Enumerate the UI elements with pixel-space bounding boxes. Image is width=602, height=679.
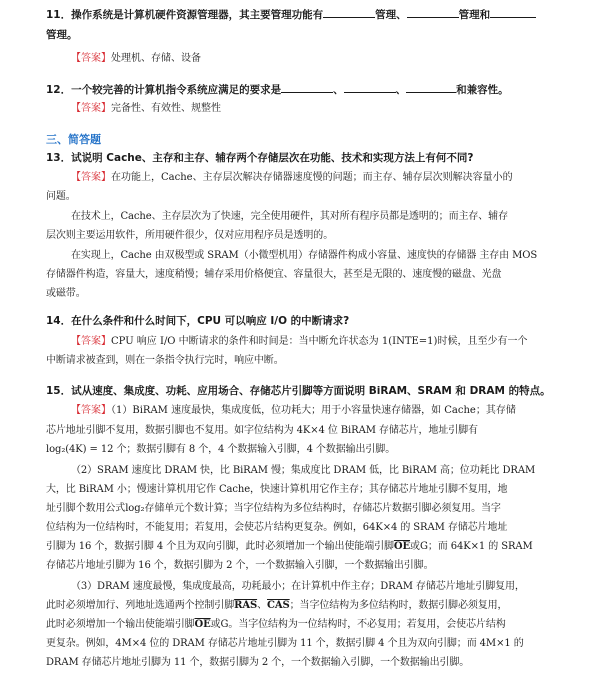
q15-p2-line-5	[46, 537, 533, 556]
question-11	[46, 5, 536, 25]
q15-p3-line-1: （3）DRAM 速度最慢，集成度最高，功耗最小；在计算机中作主存；DRAM 存储芯片地址引脚复用，	[71, 581, 525, 592]
q14-answer-line-2: 中断请求被查到，则在一条指令执行完时，响应中断。	[46, 355, 284, 366]
q15-p2-line-2: 大，比 BiRAM 小；慢速计算机用它作 Cache，快速计算机用它作主存；其存储芯片地址引脚不复用，地	[46, 484, 508, 495]
q15-p3-line-4: 更复杂。例如，4M×4 位的 DRAM 存储芯片地址引脚为 11 个，数据引脚 4 个且为双向引脚；而 4M×1 的	[46, 638, 524, 649]
q12-number: 12．	[46, 84, 72, 96]
q14-text: 在什么条件和什么时间下，CPU 可以响应 I/O 的中断请求?	[71, 315, 350, 327]
question-15	[46, 381, 551, 401]
q15-number: 15．	[46, 385, 72, 397]
question-12	[46, 80, 509, 100]
q15-p2-line-3: 址引脚个数用公式log₂存储单元个数计算；当字位结构为多位结构时，存储芯片数据引脚必须复用。当字	[46, 503, 501, 514]
q15-p2-line-1: （2）SRAM 速度比 DRAM 快，比 BiRAM 慢；集成度比 DRAM 低，比 BiRAM 高；位功耗比 DRAM	[71, 465, 536, 476]
q12-blank-3	[406, 80, 456, 93]
q12-blank-2	[344, 80, 396, 93]
q15-p1-line-2: 芯片地址引脚不复用，数据引脚也不复用。如字位结构为 4K×4 位 BiRAM 存储芯片，地址引脚有	[46, 425, 478, 436]
q15-p1-l1: （1）BiRAM 速度最快，集成度低，位功耗大；用于小容量快速存储器，如 Cache；其存储	[111, 405, 516, 416]
q15-p3-line-5: DRAM 存储芯片地址引脚为 11 个，数据引脚为 2 个，一个数据输入引脚，一个数据输出引脚。	[46, 657, 470, 668]
q15-p3-line-3	[46, 615, 506, 634]
q15-p3-l2sep: 、	[257, 600, 268, 611]
oe-signal: $\overline{OE}$	[393, 541, 411, 552]
q13-answer-line-4: 层次则主要运用软件，所用硬件很少，仅对应用程序员是透明的。	[46, 230, 334, 241]
q13-answer-line-5: 在实现上，Cache 由双极型或 SRAM（小微型机用）存储器件构成小容量、速度快的存储器 主存由 MOS	[71, 250, 538, 261]
q15-text: 试从速度、集成度、功耗、应用场合、存储芯片引脚等方面说明 BiRAM、SRAM 和 DRAM 的特点。	[71, 385, 551, 397]
q11-text-b: 管理、	[375, 9, 407, 21]
q11-blank-1	[323, 5, 375, 18]
q15-p3-l2b: ；当字位结构为多位结构时，数据引脚必须复用，	[289, 600, 508, 611]
answer-tag: 【答案】	[71, 336, 111, 347]
cas-signal: $\overline{CAS}$	[267, 600, 290, 611]
q12-sep-2: 、	[395, 84, 407, 96]
q13-answer-line-7: 或磁带。	[46, 288, 86, 299]
q12-sep-1: 、	[333, 84, 344, 96]
q12-blank-1	[281, 80, 333, 93]
q14-answer-l1: CPU 响应 I/O 中断请求的条件和时间是：当中断允许状态为 1(INTE=1)时候，且至少有一个	[111, 336, 528, 347]
q15-p2-l5b: 或G；而 64K×1 的 SRAM	[410, 541, 533, 552]
q15-p3-l3a: 此时必须增加一个输出使能端引脚	[46, 619, 195, 630]
q14-answer-line-1	[71, 332, 527, 351]
q13-answer-line-2: 问题。	[46, 191, 76, 202]
q15-p2-l5a: 引脚为 16 个，数据引脚 4 个且为双向引脚，此时必须增加一个输出使能端引脚	[46, 541, 394, 552]
q11-answer	[71, 49, 201, 68]
q11-text-c: 管理和	[458, 9, 491, 21]
q15-p2-line-4: 位结构为一位结构时，不能复用；若复用，会使芯片结构更复杂。例如，64K×4 的 SRAM 存储芯片地址	[46, 522, 508, 533]
question-14	[46, 311, 349, 331]
ras-signal: $\overline{RAS}$	[234, 600, 258, 611]
answer-tag: 【答案】	[71, 103, 111, 114]
q13-answer-line-3: 在技术上，Cache、主存层次为了快速，完全使用硬件，其对所有程序员都是透明的；而主存、辅存	[71, 211, 508, 222]
q11-blank-2	[407, 5, 459, 18]
section-heading: 三、简答题	[46, 133, 101, 146]
q12-answer	[71, 99, 221, 118]
q12-answer-text: 完备性、有效性、规整性	[111, 103, 221, 114]
answer-tag: 【答案】	[71, 405, 111, 416]
q15-p1-line-3: log₂(4K) = 12 个；数据引脚有 8 个，4 个数据输入引脚，4 个数据输出引脚。	[46, 444, 396, 455]
q15-p3-l3b: 或G。当字位结构为一位结构时，不必复用；若复用，会使芯片结构	[210, 619, 506, 630]
answer-tag: 【答案】	[71, 53, 111, 64]
q12-text-a: 一个较完善的计算机指令系统应满足的要求是	[71, 84, 282, 96]
q11-number: 11．	[46, 9, 72, 21]
q14-number: 14．	[46, 315, 72, 327]
q13-answer-l1: 在功能上，Cache、主存层次解决存储器速度慢的问题；而主存、辅存层次则解决容量小的	[111, 172, 513, 183]
q15-p3-line-2	[46, 596, 507, 615]
q11-answer-text: 处理机、存储、设备	[111, 53, 201, 64]
oe-signal: $\overline{OE}$	[194, 619, 211, 630]
q15-p1-line-1	[71, 401, 516, 420]
q11-blank-3	[490, 5, 536, 18]
q11-text-a: 操作系统是计算机硬件资源管理器，其主要管理功能有	[71, 9, 324, 21]
q13-answer-line-1	[71, 168, 513, 187]
q15-p3-l2a: 此时必须增加行、列地址选通两个控制引脚	[46, 600, 235, 611]
q11-text-d: 管理。	[46, 29, 78, 41]
q13-answer-line-6: 存储器件构造，容量大，速度稍慢；辅存采用价格便宜、容量很大，甚至是无限的、速度慢的磁盘、光盘	[46, 269, 502, 280]
q13-text: 试说明 Cache、主存和主存、辅存两个存储层次在功能、技术和实现方法上有何不同?	[71, 152, 474, 164]
q13-number: 13．	[46, 152, 72, 164]
question-13	[46, 148, 473, 168]
answer-tag: 【答案】	[71, 172, 111, 183]
q12-text-b: 和兼容性。	[456, 84, 509, 96]
q15-p2-line-6: 存储芯片地址引脚为 16 个，数据引脚为 2 个，一个数据输入引脚，一个数据输出引脚。	[46, 560, 434, 571]
